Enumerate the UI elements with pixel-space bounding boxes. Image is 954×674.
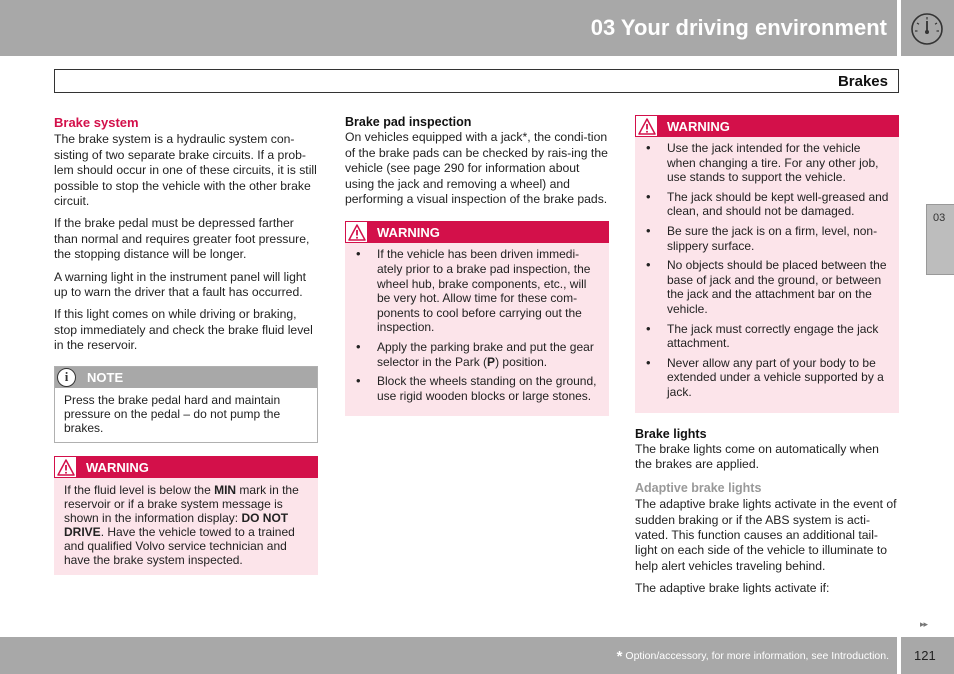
heading-brake-system: Brake system bbox=[54, 115, 139, 130]
footer-bar bbox=[0, 637, 897, 674]
list-item: • Apply the parking brake and put the gear selector in the Park (P) position. bbox=[354, 340, 601, 369]
list-item: • Be sure the jack is on a firm, level, non-slippery surface. bbox=[644, 224, 891, 253]
list-item: • Block the wheels standing on the ground, use rigid wooden blocks or large stones. bbox=[354, 374, 601, 403]
warning-header bbox=[635, 115, 899, 137]
warning-header bbox=[54, 456, 318, 478]
list-item: • The jack must correctly engage the jack attachment. bbox=[644, 322, 891, 351]
paragraph: If this light comes on while driving or braking, stop immediately and check the brake fluid level in the reservoir. bbox=[54, 307, 313, 353]
warning-triangle-icon bbox=[348, 224, 366, 241]
info-icon: i bbox=[57, 368, 76, 387]
list-item: • If the vehicle has been driven immedi-ately prior to a brake pad inspection, the wheel hub, brake components, etc., will be very hot. Allow time for these com-ponents to cool before carrying out the inspection. bbox=[354, 247, 601, 335]
page-title: 03 Your driving environment bbox=[590, 15, 887, 40]
note-box bbox=[54, 366, 318, 443]
chapter-side-tab[interactable] bbox=[926, 204, 954, 275]
page-number: 121 bbox=[914, 648, 936, 663]
list-item: • Never allow any part of your body to be extended under a vehicle supported by a jack. bbox=[644, 356, 891, 400]
paragraph: The adaptive brake lights activate if: bbox=[635, 581, 830, 596]
heading-brake-pad-inspection: Brake pad inspection bbox=[345, 115, 472, 129]
warning-box bbox=[345, 221, 609, 416]
section-title: Brakes bbox=[837, 73, 888, 90]
list-item: • The jack should be kept well-greased and clean, and should not be damaged. bbox=[644, 190, 891, 219]
column-3 bbox=[635, 115, 899, 604]
warning-label: WARNING bbox=[377, 225, 440, 241]
paragraph: The adaptive brake lights activate in the event of sudden braking or if the ABS system is acti-vated. This function causes an additional tail-light on each side of the vehicle to illuminate to help alert vehicles traveling behind. bbox=[635, 497, 897, 573]
warning-box bbox=[54, 456, 318, 575]
speedometer-icon bbox=[910, 12, 944, 46]
column-1 bbox=[54, 115, 318, 585]
min-mark: MIN bbox=[214, 482, 237, 497]
do-not-drive: DO NOT DRIVE bbox=[64, 510, 289, 539]
chapter-side-tab-label: 03 bbox=[933, 212, 946, 224]
warning-list bbox=[345, 243, 609, 416]
warning-triangle-icon bbox=[638, 118, 656, 135]
note-header bbox=[55, 367, 317, 388]
subheading-adaptive-brake-lights: Adaptive brake lights bbox=[635, 480, 762, 495]
page-number-box bbox=[901, 637, 954, 674]
header-icon-box bbox=[901, 0, 954, 56]
column-2 bbox=[345, 115, 609, 426]
paragraph: If the brake pedal must be depressed farther than normal and requires greater foot pressure, the stopping distance will be longer. bbox=[54, 216, 310, 262]
warning-header bbox=[345, 221, 609, 243]
warning-triangle-icon bbox=[57, 459, 75, 476]
paragraph: On vehicles equipped with a jack*, the condi-tion of the brake pads can be checked by rais-ing the vehicle (see page 290 for information about using the jack and removing a wheel) and performing a visual inspection of the brake pads. bbox=[345, 130, 608, 207]
header-bar bbox=[0, 0, 897, 56]
paragraph: A warning light in the instrument panel will light up to warn the driver that a fault has occurred. bbox=[54, 269, 307, 300]
warning-text: If the fluid level is below the MIN mark in the reservoir or if a brake system message is shown in the information display: DO NOT DRIVE. Have the vehicle towed to a trained and qualified Volvo service technician and have the brake system inspected. bbox=[64, 482, 299, 567]
paragraph: The brake lights come on automatically when the brakes are applied. bbox=[635, 441, 879, 472]
next-page-arrows[interactable]: ▸▸ bbox=[920, 619, 928, 629]
warning-label: WARNING bbox=[667, 119, 730, 134]
note-text: Press the brake pedal hard and maintain pressure on the pedal – do not pump the brakes. bbox=[64, 392, 281, 435]
note-label: NOTE bbox=[87, 369, 124, 385]
list-item: • No objects should be placed between the base of jack and the ground, or between the jack and the attachment bar on the vehicle. bbox=[644, 258, 891, 316]
warning-box bbox=[635, 115, 899, 413]
warning-list bbox=[635, 137, 899, 413]
list-item: • Use the jack intended for the vehicle when changing a tire. For any other job, use stands to support the vehicle. bbox=[644, 141, 891, 185]
paragraph: The brake system is a hydraulic system con-sisting of two separate brake circuits. If a prob-lem should occur in one of these circuits, it is still possible to stop the vehicle with the other brake circuit. bbox=[54, 132, 317, 209]
section-bar bbox=[54, 69, 899, 93]
warning-label: WARNING bbox=[86, 459, 149, 475]
heading-brake-lights: Brake lights bbox=[635, 426, 707, 441]
footer-note: * Option/accessory, for more information, see Introduction. bbox=[616, 648, 889, 665]
